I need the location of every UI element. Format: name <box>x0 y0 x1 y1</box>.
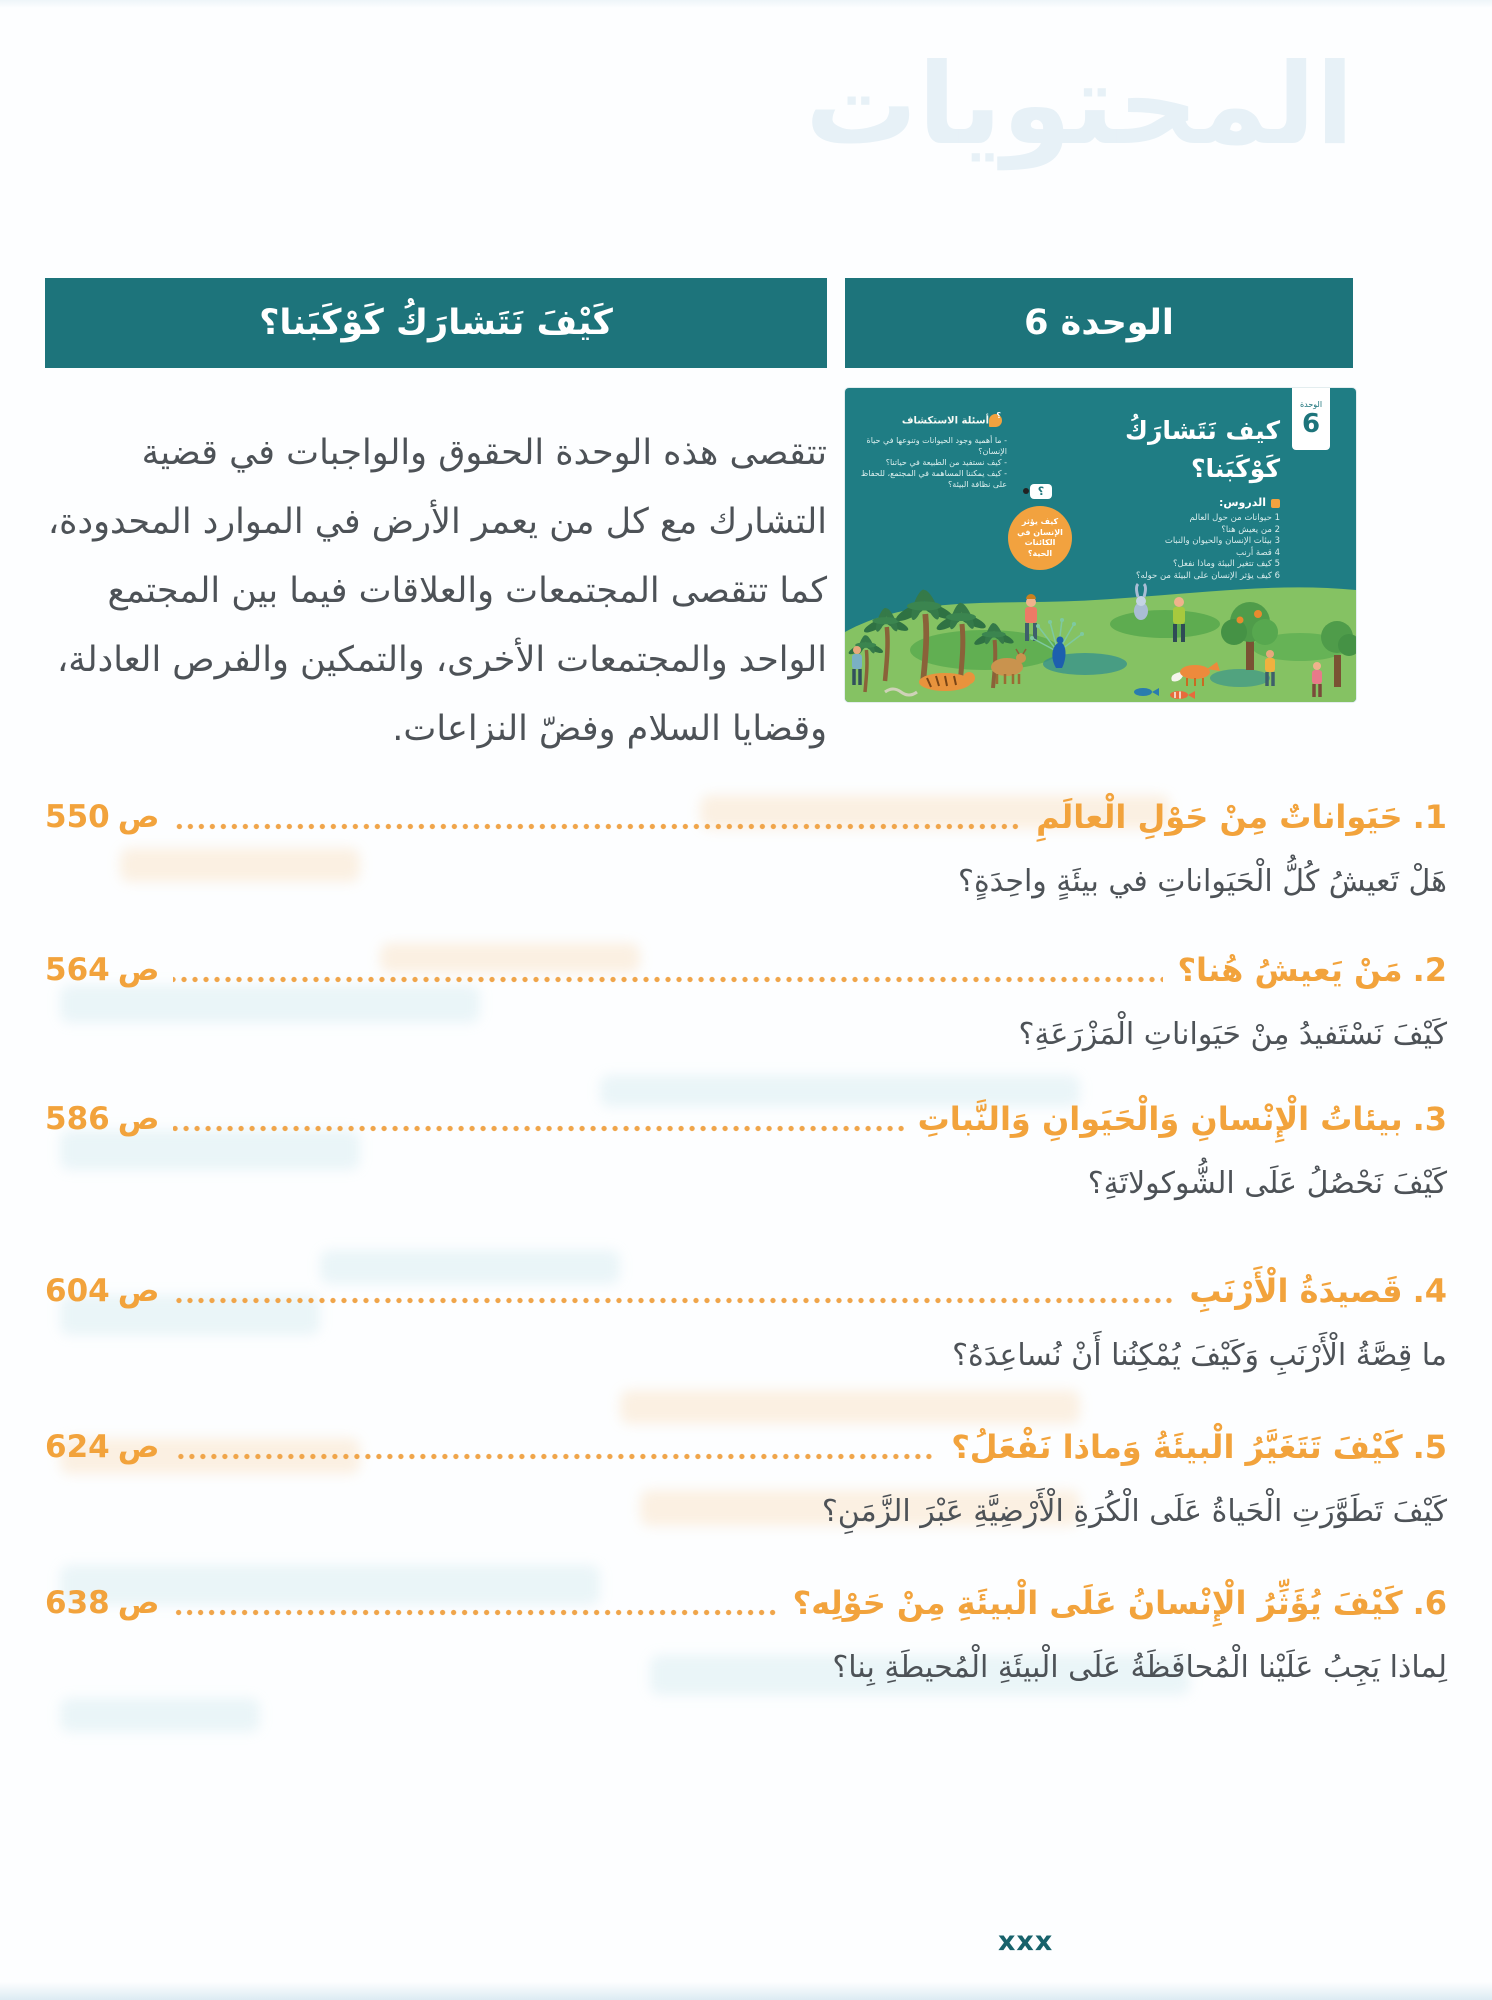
lesson-title: 5.كَيْفَ تَتَغَيَّرُ الْبيئَةُ وَماذا نَفْعَلُ؟ <box>951 1428 1447 1466</box>
cover-lesson-item: 1 حيوانات من حول العالم <box>1189 513 1280 523</box>
cover-lesson-item: 4 قصة أرنب <box>1236 547 1280 558</box>
lesson-number: 2. <box>1412 951 1447 989</box>
toc-entry <box>45 1262 1447 1382</box>
cover-lessons-label: الدروس: <box>1070 496 1280 509</box>
toc-entry <box>45 941 1447 1061</box>
dotted-leader <box>173 1609 778 1616</box>
unit-intro-paragraph: تتقصى هذه الوحدة الحقوق والواجبات في قضية التشارك مع كل من يعمر الأرض في الموارد المحدودة، كما تتقصى المجتمعات والعلاقات فيما بين المجتمع الواحد والمجتمعات الأخرى، والتمكين والفرص العادلة، وقضايا السلام وفضّ النزاعات. <box>47 433 827 749</box>
lesson-number: 3. <box>1412 1100 1447 1138</box>
unit-question-banner <box>45 278 827 368</box>
dotted-leader <box>173 1125 903 1132</box>
unit-cover-image <box>845 388 1356 702</box>
unit-badge <box>1292 388 1330 450</box>
unit-badge-number: 6 <box>1301 409 1321 439</box>
toc-entry-line <box>45 1262 1447 1320</box>
lesson-page: ص550 <box>45 799 160 835</box>
toc-entry-line <box>45 1418 1447 1476</box>
lesson-title: 4.قَصيدَةُ الْأَرْنَبِ <box>1189 1272 1447 1310</box>
toc-entry-line <box>45 1090 1447 1148</box>
sun-question-bubble: كيف يؤثر الإنسان في الكائنات الحية؟ <box>1008 506 1072 570</box>
toc-entry-line <box>45 1574 1447 1632</box>
toc-entry <box>45 1090 1447 1210</box>
lesson-question: ما قِصَّةُ الْأَرْنَبِ وَكَيْفَ يُمْكِنُنا أَنْ نُساعِدَهُ؟ <box>952 1338 1447 1373</box>
unit-number-text: الوحدة 6 <box>1024 303 1174 343</box>
lesson-number: 5. <box>1412 1428 1447 1466</box>
lesson-question: هَلْ تَعيشُ كُلُّ الْحَيَواناتِ في بيئَةٍ واحِدَةٍ؟ <box>958 864 1447 899</box>
lesson-title: 6.كَيْفَ يُؤَثِّرُ الْإِنْسانُ عَلَى الْبيئَةِ مِنْ حَوْلِه؟ <box>792 1584 1447 1622</box>
unit-question-text: كَيْفَ نَتَشارَكُ كَوْكَبَنا؟ <box>259 303 613 343</box>
lesson-number: 6. <box>1412 1584 1447 1622</box>
lesson-page: ص586 <box>45 1101 160 1137</box>
lesson-question: كَيْفَ نَحْصُلُ عَلَى الشُّوكولاتَةِ؟ <box>1087 1166 1447 1201</box>
toc-entry <box>45 1574 1447 1694</box>
cover-lesson-item: 2 من يعيش هنا؟ <box>1221 524 1280 535</box>
lesson-title: 1.حَيَواناتٌ مِنْ حَوْلِ الْعالَمِ <box>1036 798 1447 836</box>
question-bubble-icon <box>989 414 1002 427</box>
toc-entry <box>45 788 1447 908</box>
dotted-leader <box>173 1297 1175 1304</box>
lesson-number: 1. <box>1412 798 1447 836</box>
scan-edge-bottom <box>0 1982 1492 2000</box>
cover-lesson-item: 5 كيف تتغير البيئة وماذا نفعل؟ <box>1173 559 1280 569</box>
explore-questions-label: ؟أسئلة الاستكشاف <box>855 414 1007 427</box>
lesson-page: ص624 <box>45 1429 160 1465</box>
unit-number-banner <box>845 278 1353 368</box>
toc-entry-line <box>45 941 1447 999</box>
unit-badge-label: الوحدة <box>1299 400 1323 409</box>
page-title: المحتويات <box>805 40 1354 170</box>
earth-illustration <box>845 552 1356 702</box>
cover-lesson-item: 3 بيئات الإنسان والحيوان والنبات <box>1164 536 1280 546</box>
toc-entry-line <box>45 788 1447 846</box>
dotted-leader <box>173 1453 937 1460</box>
lesson-page: ص604 <box>45 1273 160 1309</box>
question-mark-icon: ؟ <box>1030 484 1052 499</box>
lesson-title: 3.بيئاتُ الْإِنْسانِ وَالْحَيَوانِ وَالنَّباتِ <box>917 1100 1447 1138</box>
lesson-question: لِماذا يَجِبُ عَلَيْنا الْمُحافَظَةُ عَلَى الْبيئَةِ الْمُحيطَةِ بِنا؟ <box>832 1650 1447 1685</box>
lesson-title: 2.مَنْ يَعيشُ هُنا؟ <box>1177 951 1447 989</box>
lesson-number: 4. <box>1412 1272 1447 1310</box>
explore-question: - كيف نستفيد من الطبيعة في حياتنا؟ <box>855 457 1007 468</box>
dotted-leader <box>173 823 1022 830</box>
explore-question: - كيف يمكننا المساهمة في المجتمع، للحفاظ على نظافة البيئة؟ <box>855 468 1007 490</box>
cover-title: كيف نَتَشارَكُ كَوْكَبَنا؟ <box>1125 416 1280 483</box>
toc-entry <box>45 1418 1447 1538</box>
page-folio: xxx <box>998 1926 1054 1957</box>
scan-edge-top <box>0 0 1492 8</box>
lesson-page: ص638 <box>45 1585 160 1621</box>
explore-question: - ما أهمية وجود الحيوانات وتنوعها في حياة الإنسان؟ <box>855 435 1007 457</box>
lesson-question: كَيْفَ نَسْتَفيدُ مِنْ حَيَواناتِ الْمَزْرَعَةِ؟ <box>1018 1017 1447 1052</box>
lesson-question: كَيْفَ تَطَوَّرَتِ الْحَياةُ عَلَى الْكُرَةِ الْأَرْضِيَّةِ عَبْرَ الزَّمَنِ؟ <box>821 1494 1447 1529</box>
cover-explore-questions <box>855 414 1007 490</box>
orange-square-icon <box>1271 499 1280 508</box>
dotted-leader <box>173 976 1163 983</box>
cover-lesson-item: 6 كيف يؤثر الإنسان على البيئة من حوله؟ <box>1135 570 1280 581</box>
lesson-page: ص564 <box>45 952 160 988</box>
bleed-artifact <box>60 1698 260 1732</box>
